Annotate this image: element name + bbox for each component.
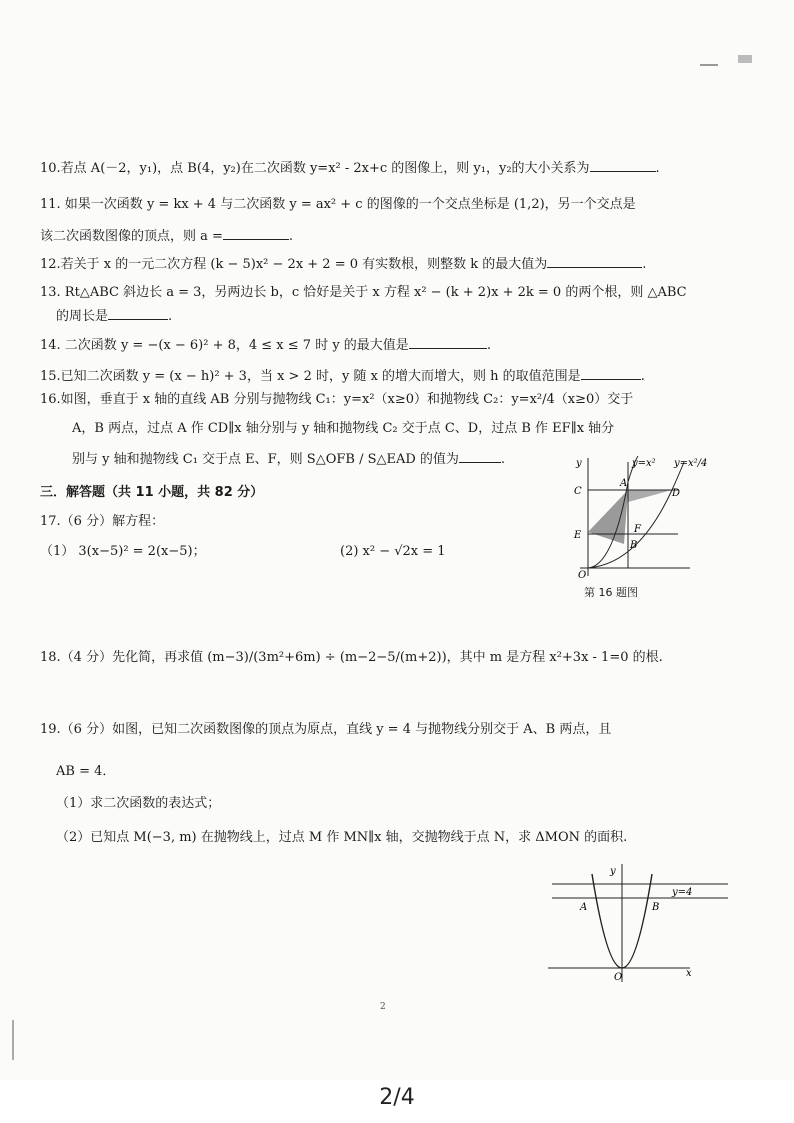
answer-blank [108,305,168,320]
figure-16 [568,452,718,582]
fig19-label-y: y [610,866,616,877]
fig16-label-b: B [630,540,638,551]
fig19-label-b: B [652,902,660,913]
page-indicator: 2/4 [379,1085,415,1110]
answer-blank [409,334,487,349]
scan-mark [12,1020,14,1060]
fig16-label-a: A [620,478,628,489]
parabola-c2 [588,462,684,568]
question-19-part1: （1）求二次函数的表达式； [56,796,221,811]
scan-mark [738,55,752,63]
fig16-label-o: O [578,570,587,581]
section-heading: 三．解答题（共 11 小题，共 82 分） [40,485,264,500]
question-16-cont2: 别与 y 轴和抛物线 C₁ 交于点 E、F，则 S△OFB / S△EAD 的值为 . [72,448,505,470]
question-11: 11. 如果一次函数 y = kx + 4 与二次函数 y = ax² + c 的图像的一个交点坐标是 (1,2)，另一个交点是 [40,197,636,212]
fig19-label-line: y=4 [672,887,693,898]
question-12: 12.若关于 x 的一元二次方程 (k − 5)x² − 2x + 2 = 0 有实数根，则整数 k 的最大值为 . [40,253,646,275]
question-14: 14. 二次函数 y = −(x − 6)² + 8，4 ≤ x ≤ 7 时 y 的最大值是 . [40,334,491,356]
figure-19 [548,860,738,984]
fig16-label-y1: y=x² [632,458,656,469]
question-13: 13. Rt△ABC 斜边长 a = 3，另两边长 b，c 恰好是关于 x 方程 x² − (k + 2)x + 2k = 0 的两个根，则 △ABC [40,285,687,300]
figure-16-caption: 第 16 题图 [584,586,638,599]
question-19-cont: AB = 4． [56,764,116,779]
question-19-part2: （2）已知点 M(−3, m) 在抛物线上，过点 M 作 MN∥x 轴，交抛物线于点 N，求 ΔMON 的面积. [56,830,628,845]
question-17: 17.（6 分）解方程： [40,514,165,529]
fig16-label-y: y [576,458,582,469]
fig16-label-c: C [574,486,582,497]
page-footer-number: 2 [380,1002,386,1012]
question-18: 18.（4 分）先化简，再求值 (m−3)/(3m²+6m) ÷ (m−2−5/(m+2))，其中 m 是方程 x²+3x - 1=0 的根. [40,650,663,665]
question-11-cont: 该二次函数图像的顶点，则 a = . [40,225,293,247]
shaded-region [628,490,672,502]
question-16: 16.如图，垂直于 x 轴的直线 AB 分别与抛物线 C₁：y=x²（x≥0）和抛物线 C₂：y=x²/4（x≥0）交于 [40,392,634,407]
fig16-label-f: F [634,524,641,535]
answer-blank [590,157,656,172]
question-10: 10.若点 A(－2，y₁)，点 B(4，y₂)在二次函数 y=x² - 2x+c 的图像上，则 y₁，y₂的大小关系为 . [40,157,660,179]
question-13-cont: 的周长是 . [56,305,172,327]
answer-blank [581,365,641,380]
fig19-label-x: x [686,968,692,979]
answer-blank [459,448,501,463]
scan-mark [700,64,718,66]
question-17-part1: （1） 3(x−5)² = 2(x−5)； [40,544,206,559]
fig19-label-o: O [614,972,623,983]
question-16-cont1: A，B 两点，过点 A 作 CD∥x 轴分别与 y 轴和抛物线 C₂ 交于点 C、D，过点 B 作 EF∥x 轴分 [72,421,615,436]
question-15: 15.已知二次函数 y = (x − h)² + 3，当 x > 2 时，y 随 x 的增大而增大，则 h 的取值范围是 . [40,365,645,387]
fig16-label-d: D [672,488,681,499]
shaded-region [588,490,628,544]
fig16-label-y2: y=x²/4 [674,458,708,469]
answer-blank [547,253,642,268]
question-19: 19.（6 分）如图，已知二次函数图像的顶点为原点，直线 y = 4 与抛物线分别交于 A、B 两点，且 [40,722,612,737]
fig19-label-a: A [580,902,588,913]
question-17-part2: (2) x² − √2x = 1 [340,544,446,559]
fig16-label-e: E [574,530,582,541]
answer-blank [223,225,289,240]
